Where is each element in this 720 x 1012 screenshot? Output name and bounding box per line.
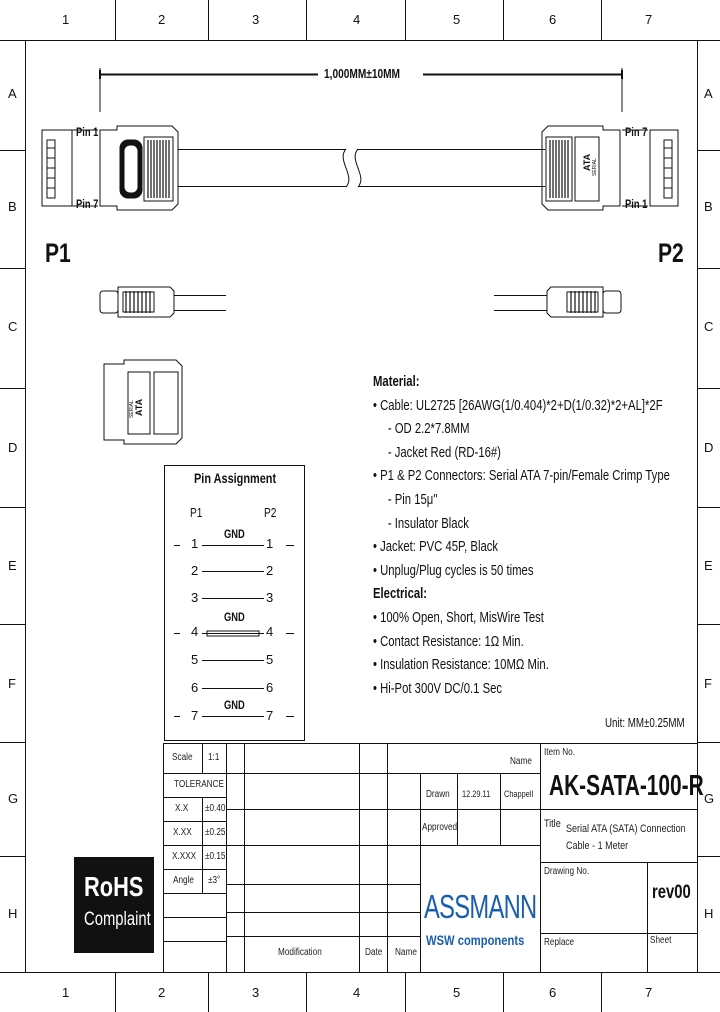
gnd-label-2: GND	[224, 610, 245, 624]
drawn-date: 12.29.11	[462, 789, 491, 799]
col-label-4-bottom: 4	[353, 985, 361, 1000]
p1-pin-2: 2	[191, 563, 199, 578]
scale-label: Scale	[172, 752, 193, 763]
row-label-f-right: F	[704, 676, 712, 691]
sheet-label: Sheet	[650, 935, 672, 946]
p1-pin-6: 6	[191, 680, 199, 695]
assmann-logo-sub	[426, 932, 549, 948]
scale-value: 1:1	[208, 752, 220, 763]
col-label-2: 2	[158, 12, 166, 27]
row-label-g: G	[8, 791, 19, 806]
p1-pin-7: 7	[191, 708, 199, 723]
p1-pin-5: 5	[191, 652, 199, 667]
tol-xx-value: ±0.40	[205, 803, 226, 814]
logo-sub-wsw: WSW	[426, 932, 455, 948]
title-line-1: Serial ATA (SATA) Connection	[566, 823, 686, 835]
name-header: Name	[510, 756, 532, 767]
tol-xx-label: X.X	[175, 803, 189, 814]
pin-p1-header: P1	[190, 505, 203, 520]
row-label-a: A	[8, 86, 17, 101]
spec-contact: • Contact Resistance: 1Ω Min.	[373, 633, 524, 650]
col-label-4: 4	[353, 12, 361, 27]
row-label-b-right: B	[704, 199, 713, 214]
name-label-bottom: Name	[395, 947, 417, 958]
gnd-label-1: GND	[224, 527, 245, 541]
p2-pin-2: 2	[266, 563, 274, 578]
p2-pin-7: 7	[266, 708, 274, 723]
pin-assignment-title: Pin Assignment	[194, 470, 277, 486]
col-label-6: 6	[549, 12, 557, 27]
assmann-logo	[424, 888, 538, 950]
p2-connector-mark: ATA	[582, 153, 592, 171]
p2-pin-5: 5	[266, 652, 274, 667]
row-label-c-right: C	[704, 319, 714, 334]
p2-connector-mark-sub: SERIAL	[592, 158, 598, 176]
p1-pin-4: 4	[191, 624, 199, 639]
assmann-logo-text: ASSMANN	[424, 888, 537, 925]
end-view-connector-mark-sub: SERIAL	[129, 400, 135, 418]
row-label-d: D	[8, 440, 18, 455]
spec-od: - OD 2.2*7.8MM	[387, 421, 470, 438]
drawn-name: Chappell	[504, 789, 534, 799]
tolerance-label: TOLERANCE	[174, 779, 224, 790]
p2-pin-top-label: Pin 7	[625, 125, 648, 139]
unit-note: Unit: MM±0.25MM	[605, 716, 685, 730]
approved-label: Approved	[422, 822, 458, 833]
spec-insulation: • Insulation Resistance: 10MΩ Min.	[373, 657, 549, 674]
col-label-7: 7	[645, 12, 653, 27]
col-label-6-bottom: 6	[549, 985, 557, 1000]
end-view-connector-mark: ATA	[134, 398, 144, 416]
rohs-title: RoHS	[84, 871, 144, 902]
col-label-3: 3	[252, 12, 260, 27]
spec-cycles: • Unplug/Plug cycles is 50 times	[373, 562, 534, 579]
rohs-subtitle: Complaint	[84, 909, 151, 930]
row-label-e: E	[8, 558, 17, 573]
p2-pin-4: 4	[266, 624, 274, 639]
item-no-label: Item No.	[544, 747, 575, 758]
gnd-label-3: GND	[224, 698, 245, 712]
modification-label: Modification	[278, 947, 322, 958]
col-label-5-bottom: 5	[453, 985, 461, 1000]
item-number: AK-SATA-100-R	[549, 770, 704, 802]
p2-label: P2	[658, 238, 684, 268]
row-label-d-right: D	[704, 440, 714, 455]
title-line-2: Cable - 1 Meter	[566, 840, 629, 852]
length-dimension: 1,000MM±10MM	[322, 66, 423, 81]
p1-pin-3: 3	[191, 590, 199, 605]
row-label-b: B	[8, 199, 17, 214]
spec-test: • 100% Open, Short, MisWire Test	[373, 609, 544, 626]
p2-pin-1: 1	[266, 536, 274, 551]
logo-sub-components: components	[457, 932, 525, 948]
tol-angle-label: Angle	[173, 875, 194, 886]
spec-jacket-red: - Jacket Red (RD-16#)	[387, 444, 501, 461]
date-label: Date	[365, 947, 383, 958]
p1-pin-top-label: Pin 1	[76, 125, 99, 139]
pin-p2-header: P2	[264, 505, 277, 520]
spec-pin: - Pin 15μ"	[387, 491, 438, 508]
col-label-5: 5	[453, 12, 461, 27]
row-label-h-right: H	[704, 906, 714, 921]
p1-pin-1: 1	[191, 536, 199, 551]
tol-xxx-label: X.XX	[173, 827, 192, 838]
spec-connectors: • P1 & P2 Connectors: Serial ATA 7-pin/Female Crimp Type	[373, 468, 670, 485]
title-label: Title	[544, 818, 561, 830]
drawing-no-label: Drawing No.	[544, 866, 590, 877]
replace-label: Replace	[544, 937, 575, 948]
p2-pin-bottom-label: Pin 1	[625, 197, 648, 211]
tol-angle-value: ±3°	[208, 875, 221, 886]
col-label-7-bottom: 7	[645, 985, 653, 1000]
row-label-c: C	[8, 319, 18, 334]
material-heading: Material:	[373, 374, 420, 390]
drawn-label: Drawn	[426, 789, 450, 800]
col-label-1: 1	[62, 12, 70, 27]
col-label-2-bottom: 2	[158, 985, 166, 1000]
row-label-g-right: G	[704, 791, 715, 806]
spec-hipot: • Hi-Pot 300V DC/0.1 Sec	[373, 680, 503, 697]
p2-pin-6: 6	[266, 680, 274, 695]
row-label-e-right: E	[704, 558, 713, 573]
tol-xxxx-value: ±0.15	[205, 851, 226, 862]
spec-insulator: - Insulator Black	[387, 515, 469, 532]
tol-xxxx-label: X.XXX	[172, 851, 197, 862]
col-label-3-bottom: 3	[252, 985, 260, 1000]
row-label-h: H	[8, 906, 18, 921]
revision: rev00	[652, 882, 691, 903]
row-label-f: F	[8, 676, 16, 691]
row-label-a-right: A	[704, 86, 713, 101]
electrical-heading: Electrical:	[373, 586, 428, 603]
p1-pin-bottom-label: Pin 7	[76, 197, 99, 211]
spec-cable: • Cable: UL2725 [26AWG(1/0.404)*2+D(1/0.32)*2+AL]*2F	[373, 397, 663, 414]
p1-label: P1	[45, 238, 71, 268]
p2-pin-3: 3	[266, 590, 274, 605]
tol-xxx-value: ±0.25	[205, 827, 226, 838]
spec-jacket: • Jacket: PVC 45P, Black	[373, 539, 499, 556]
col-label-1-bottom: 1	[62, 985, 70, 1000]
